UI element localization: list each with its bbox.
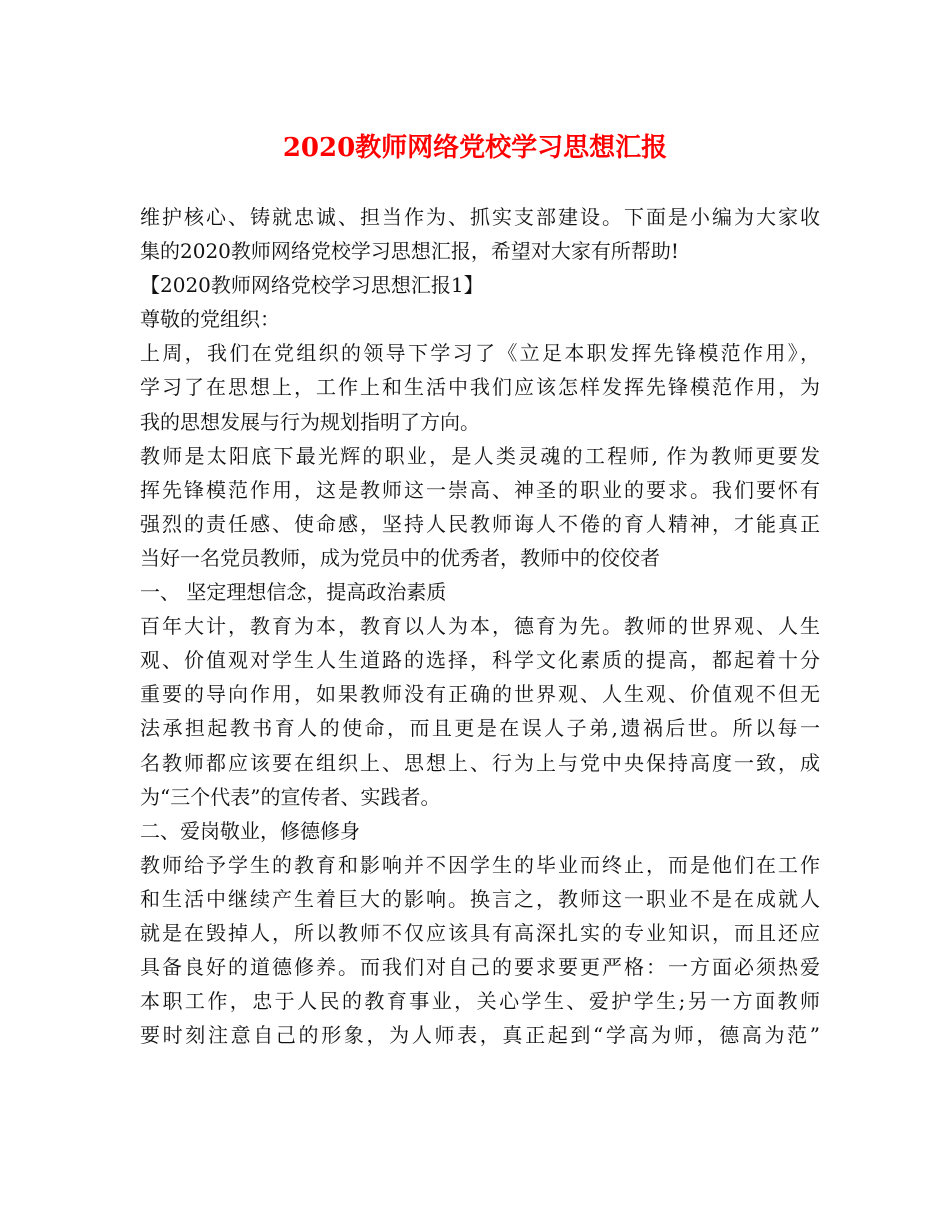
body-line: 本职工作，忠于人民的教育事业，关心学生、爱护学生;另一方面教师 xyxy=(140,989,820,1014)
body-line: 当好一名党员教师，成为党员中的优秀者，教师中的佼佼者 xyxy=(140,545,660,570)
body-line: 百年大计，教育为本，教育以人为本，德育为先。教师的世界观、人生 xyxy=(140,614,820,639)
body-line: 二、爱岗敬业，修德修身 xyxy=(140,818,360,843)
body-line: 学习了在思想上，工作上和生活中我们应该怎样发挥先锋模范作用，为 xyxy=(140,375,820,400)
body-line: 我的思想发展与行为规划指明了方向。 xyxy=(140,409,480,434)
body-line: 具备良好的道德修养。而我们对自己的要求要更严格：一方面必须热爱 xyxy=(140,955,820,980)
body-line: 就是在毁掉人，所以教师不仅应该具有高深扎实的专业知识，而且还应 xyxy=(140,920,820,945)
body-line: 教师是太阳底下最光辉的职业，是人类灵魂的工程师, 作为教师更要发 xyxy=(140,443,820,468)
body-line: 挥先锋模范作用，这是教师这一崇高、神圣的职业的要求。我们要怀有 xyxy=(140,477,820,502)
body-line: 为“三个代表”的宣传者、实践者。 xyxy=(140,784,441,809)
body-line: 和生活中继续产生着巨大的影响。换言之，教师这一职业不是在成就人 xyxy=(140,886,820,911)
body-line: 【2020教师网络党校学习思想汇报1】 xyxy=(140,273,484,298)
body-line: 上周，我们在党组织的领导下学习了《立足本职发挥先锋模范作用》， xyxy=(140,341,820,366)
body-line: 集的2020教师网络党校学习思想汇报，希望对大家有所帮助! xyxy=(140,239,679,264)
body-line: 一、 坚定理想信念，提高政治素质 xyxy=(140,580,447,605)
body-line: 要时刻注意自己的形象，为人师表，真正起到“学高为师，德高为范” xyxy=(140,1023,820,1048)
body-line: 重要的导向作用，如果教师没有正确的世界观、人生观、价值观不但无 xyxy=(140,682,820,707)
body-line: 教师给予学生的教育和影响并不因学生的毕业而终止，而是他们在工作 xyxy=(140,852,820,877)
body-line: 强烈的责任感、使命感，坚持人民教师诲人不倦的育人精神，才能真正 xyxy=(140,511,820,536)
document-body xyxy=(140,200,820,1052)
document-title: 2020教师网络党校学习思想汇报 xyxy=(282,133,668,163)
body-line: 维护核心、铸就忠诚、担当作为、抓实支部建设。下面是小编为大家收 xyxy=(140,205,820,229)
body-line: 法承担起教书育人的使命，而且更是在误人子弟,遗祸后世。所以每一 xyxy=(140,716,820,741)
body-line: 名教师都应该要在组织上、思想上、行为上与党中央保持高度一致，成 xyxy=(140,750,820,775)
body-line: 观、价值观对学生人生道路的选择，科学文化素质的提高，都起着十分 xyxy=(140,648,820,673)
body-line: 尊敬的党组织： xyxy=(140,307,280,332)
